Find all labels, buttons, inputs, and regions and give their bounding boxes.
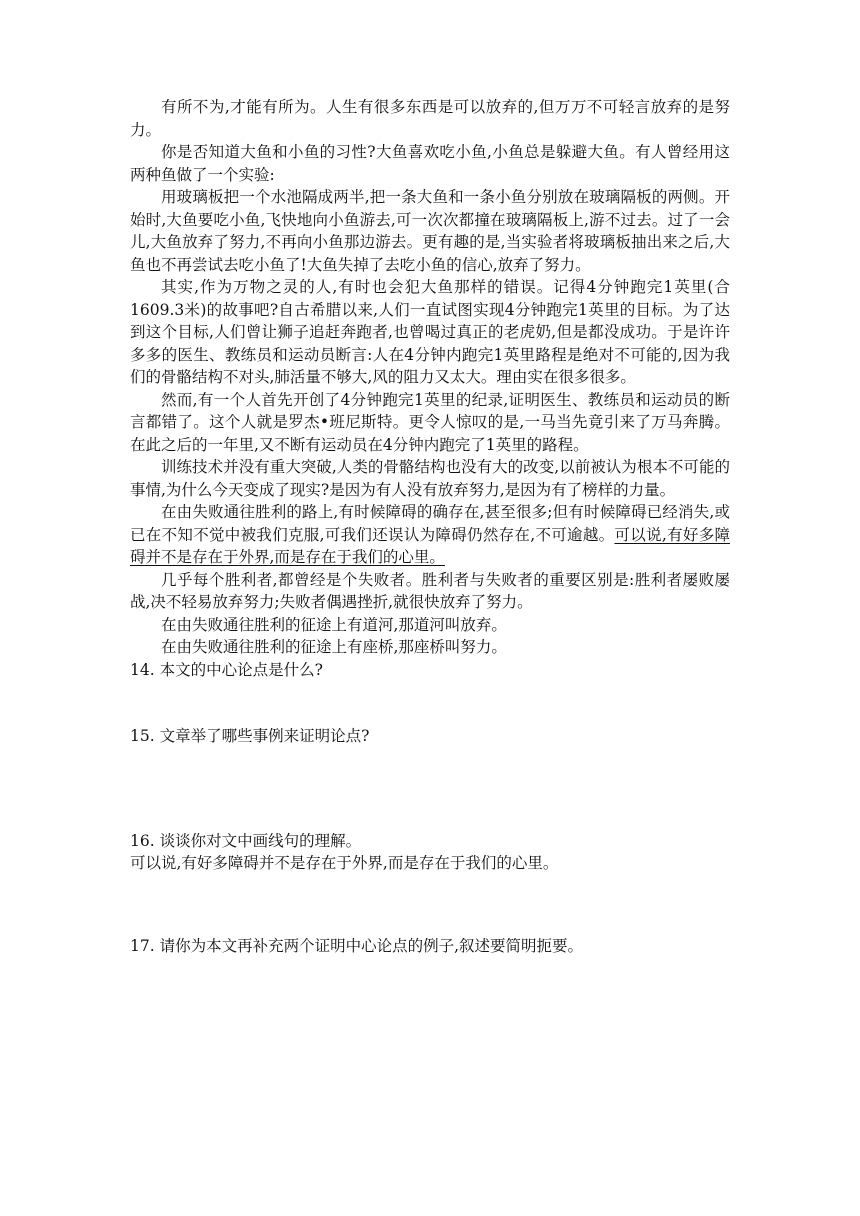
paragraph-4: 其实,作为万物之灵的人,有时也会犯大鱼那样的错误。记得4分钟跑完1英里(合1609.3米)的故事吧?自古希腊以来,人们一直试图实现4分钟跑完1英里的目标。为了达到这个目标,人们曾让狮子追赶奔跑者,也曾喝过真正的老虎奶,但是都没成功。于是许许多多的医生、教练员和运动员断言:人在4分钟内跑完1英里路程是绝对不可能的,因为我们的骨骼结构不对头,肺活量不够大,风的阻力又太大。理由实在很多很多。 bbox=[130, 278, 730, 386]
question-14: 14. 本文的中心论点是什么? bbox=[130, 660, 323, 679]
paragraph-3: 用玻璃板把一个水池隔成两半,把一条大鱼和一条小鱼分别放在玻璃隔板的两侧。开始时,大鱼要吃小鱼,飞快地向小鱼游去,可一次次都撞在玻璃隔板上,游不过去。过了一会儿,大鱼放弃了努力,不再向小鱼那边游去。更有趣的是,当实验者将玻璃板抽出来之后,大鱼也不再尝试去吃小鱼了!大鱼失掉了去吃小鱼的信心,放弃了努力。 bbox=[130, 188, 730, 274]
question-17: 17. 请你为本文再补充两个证明中心论点的例子,叙述要简明扼要。 bbox=[130, 936, 584, 955]
answer-space-15 bbox=[130, 748, 730, 830]
question-16: 16. 谈谈你对文中画线句的理解。 bbox=[130, 831, 362, 850]
paragraph-1: 有所不为,才能有所为。人生有很多东西是可以放弃的,但万万不可轻言放弃的是努力。 bbox=[130, 98, 730, 139]
paragraph-2: 你是否知道大鱼和小鱼的习性?大鱼喜欢吃小鱼,小鱼总是躲避大鱼。有人曾经用这两种鱼做了一个实验: bbox=[130, 143, 730, 184]
paragraph-7-text: 在由失败通往胜利的路上,有时候障碍的确存在,甚至很多;但有时候障碍已经消失,或已在不知不觉中被我们克服,可我们还误认为障碍仍然存在,不可逾越。 bbox=[130, 503, 730, 544]
paragraph-7 bbox=[130, 501, 730, 569]
underlined-sentence: 可以说,有好多障碍并不是存在于外界,而是存在于我们的心里。 bbox=[130, 525, 730, 566]
paragraph-8: 几乎每个胜利者,都曾经是个失败者。胜利者与失败者的重要区别是:胜利者屡败屡战,决不轻易放弃努力;失败者偶遇挫折,就很快放弃了努力。 bbox=[130, 570, 730, 611]
answer-space-16 bbox=[130, 875, 730, 935]
answer-space-14 bbox=[130, 681, 730, 725]
paragraph-6: 训练技术并没有重大突破,人类的骨骼结构也没有大的改变,以前被认为根本不可能的事情,为什么今天变成了现实?是因为有人没有放弃努力,是因为有了榜样的力量。 bbox=[130, 458, 730, 499]
question-16-quote: 可以说,有好多障碍并不是存在于外界,而是存在于我们的心里。 bbox=[130, 854, 559, 872]
question-15: 15. 文章举了哪些事例来证明论点? bbox=[130, 727, 370, 745]
document-page bbox=[130, 96, 730, 957]
paragraph-5: 然而,有一个人首先开创了4分钟跑完1英里的纪录,证明医生、教练员和运动员的断言都错了。这个人就是罗杰•班尼斯特。更令人惊叹的是,一马当先竟引来了万马奔腾。在此之后的一年里,又不断有运动员在4分钟内跑完了1英里的路程。 bbox=[130, 390, 730, 454]
paragraph-10: 在由失败通往胜利的征途上有座桥,那座桥叫努力。 bbox=[161, 638, 507, 656]
paragraph-9: 在由失败通往胜利的征途上有道河,那道河叫放弃。 bbox=[161, 615, 507, 634]
